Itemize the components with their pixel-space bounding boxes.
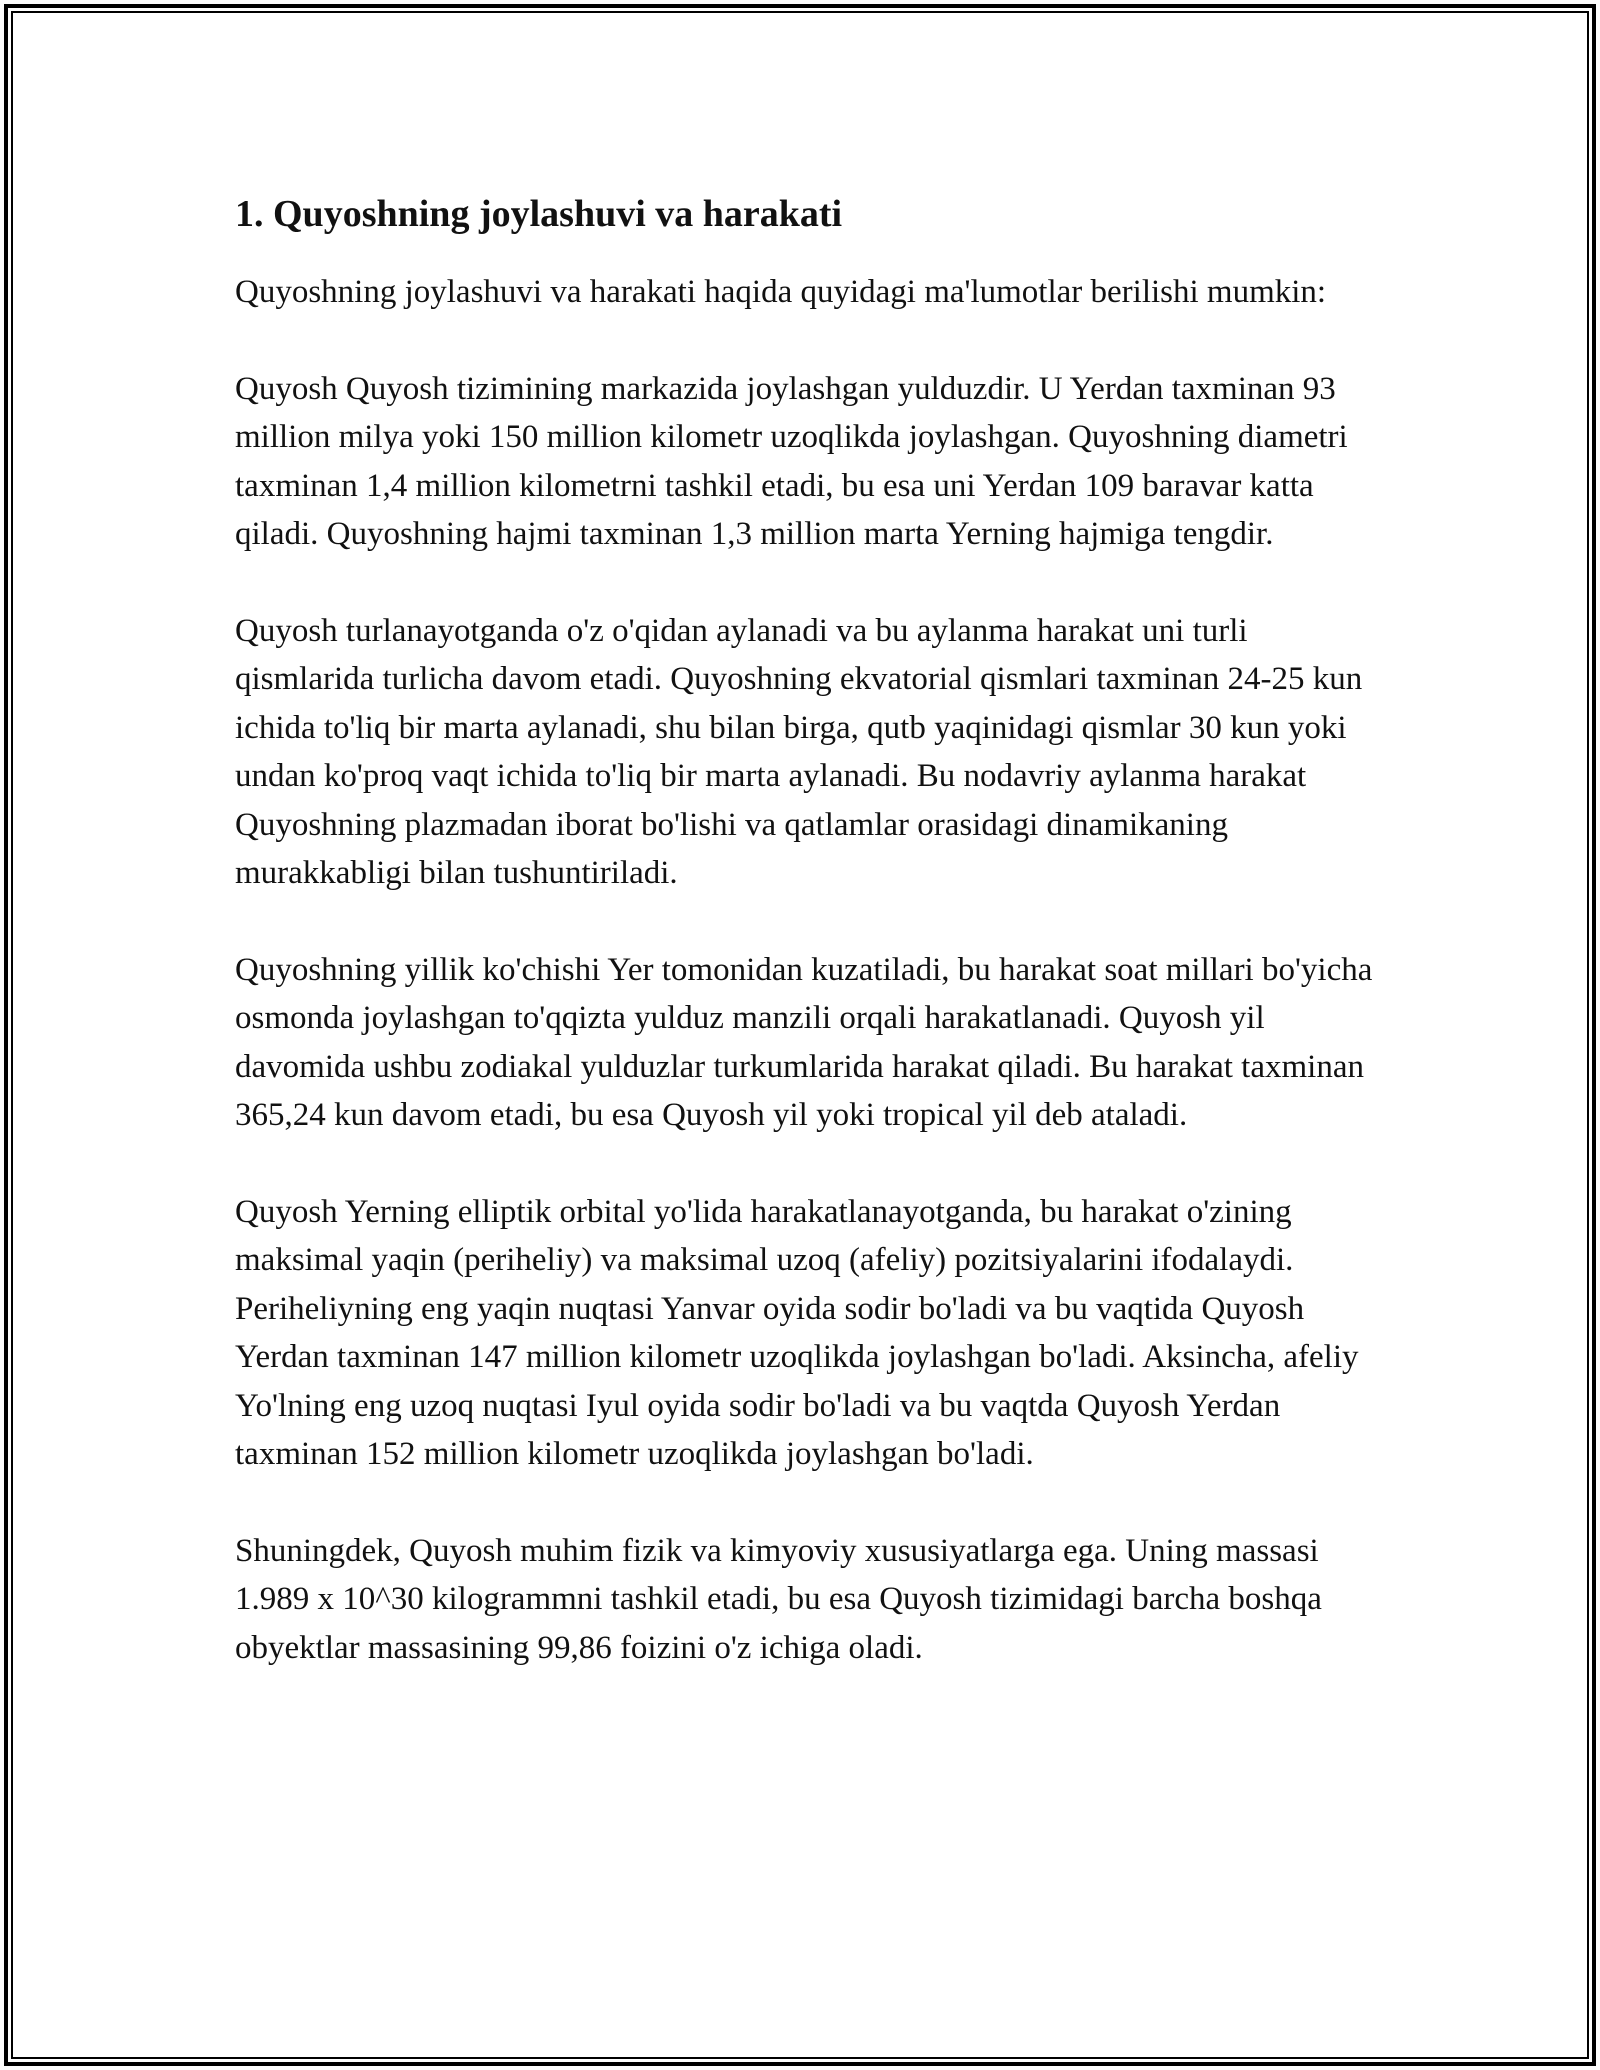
paragraph-location: Quyosh Quyosh tizimining markazida joylashgan yulduzdir. U Yerdan taxminan 93 million milya yoki 150 million kilometr uzoqlikda joylashgan. Quyoshning diametri taxminan 1,4 million kilometrni tashkil etadi, bu esa uni Yerdan 109 baravar katta qiladi. Quyoshning hajmi taxminan 1,3 million marta Yerning hajmiga tengdir. (235, 370, 1348, 552)
paragraph-properties: Shuningdek, Quyosh muhim fizik va kimyoviy xususiyatlarga ega. Uning massasi 1.989 x 10^30 kilogrammni tashkil etadi, bu esa Quyosh tizimidagi barcha boshqa obyektlar massasining 99,86 foizini o'z ichiga oladi. (235, 1532, 1322, 1666)
document-body (235, 186, 1385, 1720)
paragraph-rotation: Quyosh turlanayotganda o'z o'qidan aylanadi va bu aylanma harakat uni turli qismlarida turlicha davom etadi. Quyoshning ekvatorial qismlari taxminan 24-25 kun ichida to'liq bir marta aylanadi, shu bilan birga, qutb yaqinidagi qismlar 30 kun yoki undan ko'proq vaqt ichida to'liq bir marta aylanadi. Bu nodavriy aylanma harakat Quyoshning plazmadan iborat bo'lishi va qatlamlar orasidagi dinamikaning murakkabligi bilan tushuntiriladi. (235, 612, 1363, 891)
paragraph-annual-motion: Quyoshning yillik ko'chishi Yer tomonidan kuzatiladi, bu harakat soat millari bo'yicha osmonda joylashgan to'qqizta yulduz manzili orqali harakatlanadi. Quyosh yil davomida ushbu zodiakal yulduzlar turkumlarida harakat qiladi. Bu harakat taxminan 365,24 kun davom etadi, bu esa Quyosh yil yoki tropical yil deb ataladi. (235, 951, 1373, 1133)
paragraph-intro: Quyoshning joylashuvi va harakati haqida quyidagi ma'lumotlar berilishi mumkin: (235, 274, 1327, 310)
paragraph-orbit: Quyosh Yerning elliptik orbital yo'lida harakatlanayotganda, bu harakat o'zining maksimal yaqin (periheliy) va maksimal uzoq (afeliy) pozitsiyalarini ifodalaydi. Periheliyning eng yaqin nuqtasi Yanvar oyida sodir bo'ladi va bu vaqtida Quyosh Yerdan taxminan 147 million kilometr uzoqlikda joylashgan bo'ladi. Aksincha, afeliy Yo'lning eng uzoq nuqtasi Iyul oyida sodir bo'ladi va bu vaqtda Quyosh Yerdan taxminan 152 million kilometr uzoqlikda joylashgan bo'ladi. (235, 1193, 1359, 1472)
section-heading: 1. Quyoshning joylashuvi va harakati (235, 193, 843, 235)
